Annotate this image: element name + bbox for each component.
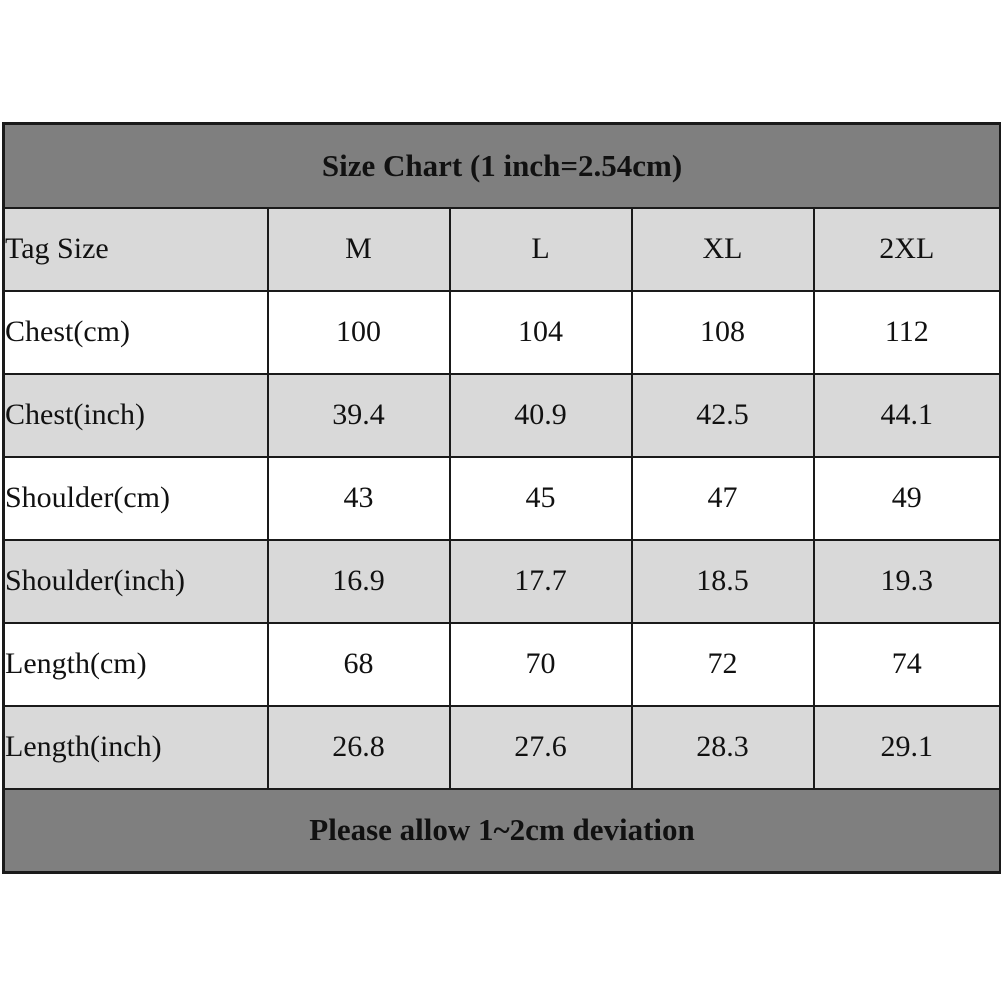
chart-title: Size Chart (1 inch=2.54cm): [4, 124, 1001, 208]
row-label: Shoulder(cm): [4, 457, 268, 540]
column-header-l: L: [450, 208, 632, 291]
size-chart-table: [2, 122, 1001, 874]
table-cell: 45: [450, 457, 632, 540]
table-cell: 47: [632, 457, 814, 540]
table-row: [4, 623, 1001, 706]
table-cell: 40.9: [450, 374, 632, 457]
column-header-m: M: [268, 208, 450, 291]
table-cell: 29.1: [814, 706, 1001, 789]
column-header-2xl: 2XL: [814, 208, 1001, 291]
table-cell: 39.4: [268, 374, 450, 457]
footer-note: Please allow 1~2cm deviation: [4, 789, 1001, 873]
header-label: Tag Size: [4, 208, 268, 291]
table-cell: 100: [268, 291, 450, 374]
table-cell: 17.7: [450, 540, 632, 623]
row-label: Length(inch): [4, 706, 268, 789]
table-cell: 44.1: [814, 374, 1001, 457]
table-cell: 104: [450, 291, 632, 374]
table-row: [4, 374, 1001, 457]
table-cell: 108: [632, 291, 814, 374]
table-cell: 18.5: [632, 540, 814, 623]
table-cell: 16.9: [268, 540, 450, 623]
row-label: Length(cm): [4, 623, 268, 706]
table-cell: 28.3: [632, 706, 814, 789]
table-cell: 68: [268, 623, 450, 706]
table-row: [4, 706, 1001, 789]
table-cell: 42.5: [632, 374, 814, 457]
table-cell: 112: [814, 291, 1001, 374]
table-cell: 27.6: [450, 706, 632, 789]
column-header-xl: XL: [632, 208, 814, 291]
table-cell: 74: [814, 623, 1001, 706]
row-label: Chest(cm): [4, 291, 268, 374]
table-cell: 70: [450, 623, 632, 706]
table-cell: 72: [632, 623, 814, 706]
row-label: Shoulder(inch): [4, 540, 268, 623]
table-cell: 49: [814, 457, 1001, 540]
table-cell: 43: [268, 457, 450, 540]
table-cell: 26.8: [268, 706, 450, 789]
table-row: [4, 291, 1001, 374]
header-row: [4, 208, 1001, 291]
table-row: [4, 540, 1001, 623]
table-cell: 19.3: [814, 540, 1001, 623]
table-row: [4, 457, 1001, 540]
row-label: Chest(inch): [4, 374, 268, 457]
